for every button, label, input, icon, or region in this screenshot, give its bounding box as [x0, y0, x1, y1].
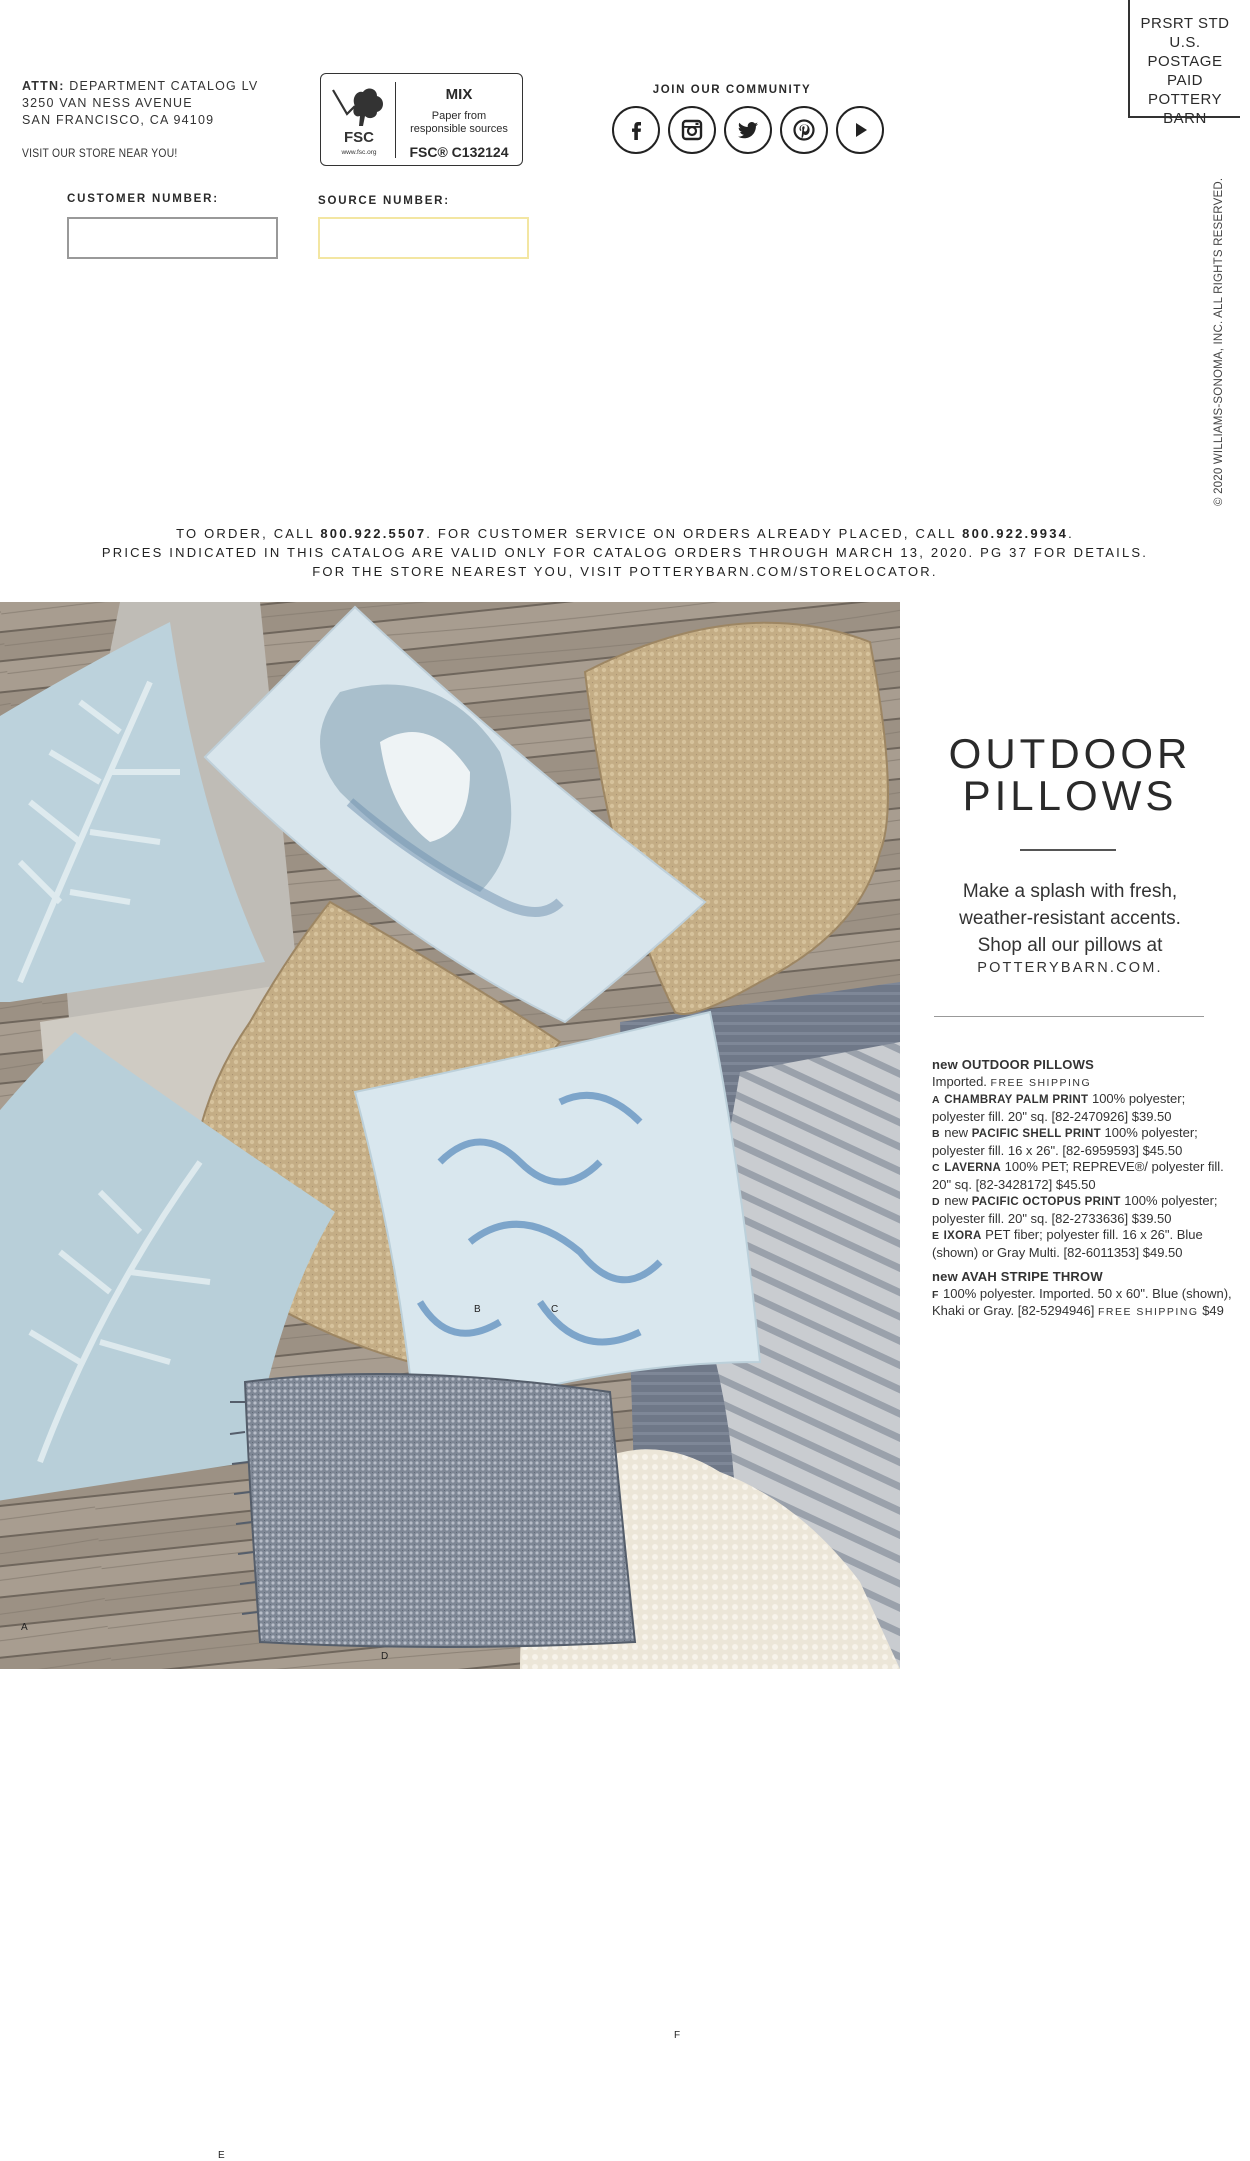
item-letter: B [932, 1128, 941, 1140]
divider [934, 1016, 1204, 1017]
fsc-line1: Paper from [431, 110, 487, 122]
description [915, 878, 1225, 959]
visit-store-text: VISIT OUR STORE NEAR YOU! [22, 146, 178, 160]
product-item [932, 1091, 1232, 1125]
product-item [932, 1286, 1232, 1321]
fsc-tree-logo-icon [329, 80, 389, 160]
item-desc: 100% PET; REPREVE®/ polyester fill. 20" sq. [82-3428172] $45.50 [932, 1159, 1224, 1192]
facebook-icon[interactable] [612, 106, 660, 154]
mailing-address [22, 78, 258, 129]
item-letter: C [932, 1162, 941, 1174]
source-number-label: SOURCE NUMBER: [318, 195, 450, 207]
source-number-field[interactable] [318, 217, 529, 259]
fsc-code-text: FSC® C132124 [409, 144, 509, 160]
pinterest-icon[interactable] [780, 106, 828, 154]
attn-label: ATTN: [22, 79, 65, 93]
fsc-brand-text: FSC [344, 129, 374, 146]
postage-line: POTTERY [1147, 91, 1223, 108]
postage-line: BARN [1163, 110, 1207, 127]
address-street: 3250 VAN NESS AVENUE [22, 96, 193, 110]
order-text: . [1068, 526, 1074, 541]
free-shipping-text: FREE SHIPPING [1097, 1306, 1199, 1318]
description-line: Make a splash with fresh, [962, 881, 1178, 902]
instagram-icon[interactable] [668, 106, 716, 154]
order-phone-number[interactable]: 800.922.5507 [320, 526, 427, 541]
product-group-title: new AVAH STRIPE THROW [932, 1269, 1103, 1284]
postage-indicia [1128, 0, 1240, 127]
product-photo [0, 602, 900, 2161]
item-price: $49 [1198, 1303, 1224, 1318]
item-letter: F [932, 1288, 940, 1301]
page-title [915, 730, 1225, 819]
divider [1020, 849, 1116, 851]
order-text: . FOR CUSTOMER SERVICE ON ORDERS ALREADY PLACED, CALL [426, 526, 963, 541]
item-name: PACIFIC OCTOPUS PRINT [971, 1196, 1121, 1208]
photo-label-f: F [674, 2030, 681, 2041]
product-item [932, 1227, 1232, 1261]
item-name: PACIFIC SHELL PRINT [971, 1128, 1101, 1140]
order-line-phone [0, 526, 1250, 541]
youtube-play-icon[interactable] [836, 106, 884, 154]
item-prefix: new [944, 1125, 972, 1140]
website-link[interactable]: POTTERYBARN.COM. [977, 960, 1163, 976]
item-prefix: new [944, 1193, 972, 1208]
copyright-text: © 2020 WILLIAMS-SONOMA, INC. ALL RIGHTS RESERVED. [1213, 177, 1225, 506]
fsc-site-text: www.fsc.org [341, 149, 377, 156]
product-item [932, 1125, 1232, 1159]
pillows-illustration [0, 602, 900, 1669]
order-line-storelocator: FOR THE STORE NEAREST YOU, VISIT POTTERYBARN.COM/STORELOCATOR. [312, 564, 938, 579]
description-line: Shop all our pillows at [977, 935, 1163, 956]
description-line: weather-resistant accents. [959, 908, 1181, 929]
customer-number-field[interactable] [67, 217, 278, 259]
item-desc: 100% polyester; polyester fill. 20" sq. [82-2470926] $39.50 [932, 1091, 1186, 1124]
twitter-icon[interactable] [724, 106, 772, 154]
product-item [932, 1193, 1232, 1227]
product-group-subtitle [932, 1074, 1232, 1092]
photo-label-d: D [381, 1651, 389, 1662]
customer-number-label: CUSTOMER NUMBER: [67, 193, 219, 205]
item-desc: 100% polyester; polyester fill. 16 x 26". [82-6959593] $45.50 [932, 1125, 1198, 1158]
order-line-prices: PRICES INDICATED IN THIS CATALOG ARE VALID ONLY FOR CATALOG ORDERS THROUGH MARCH 13, 2020. PG 37 FOR DETAILS. [101, 545, 1149, 560]
item-letter: D [932, 1196, 941, 1208]
social-icons [612, 106, 884, 154]
item-desc: 100% polyester. Imported. 50 x 60". Blue (shown), Khaki or Gray. [82-5294946] [932, 1285, 1232, 1318]
item-letter: A [932, 1094, 941, 1106]
fsc-certification-box [320, 73, 523, 166]
fsc-divider [395, 82, 396, 158]
imported-text: Imported. [932, 1073, 991, 1089]
fsc-paper-text [399, 110, 519, 136]
photo-label-b: B [474, 1304, 481, 1315]
item-letter: E [932, 1230, 941, 1242]
free-shipping-text: FREE SHIPPING [990, 1076, 1092, 1089]
product-item [932, 1159, 1232, 1193]
address-city: SAN FRANCISCO, CA 94109 [22, 113, 215, 127]
photo-label-e: E [218, 2150, 225, 2161]
attn-value: DEPARTMENT CATALOG LV [69, 79, 259, 93]
item-desc: PET fiber; polyester fill. 16 x 26". Blue (shown) or Gray Multi. [82-6011353] $49.50 [932, 1227, 1203, 1260]
title-line1: OUTDOOR [948, 730, 1192, 777]
title-line2: PILLOWS [962, 772, 1178, 819]
postage-line: PRSRT STD [1140, 15, 1230, 32]
photo-label-c: C [551, 1304, 559, 1315]
postage-line: U.S. POSTAGE [1147, 34, 1223, 70]
product-list [932, 1057, 1232, 1321]
item-name: LAVERNA [944, 1162, 1002, 1174]
service-phone-number[interactable]: 800.922.9934 [962, 526, 1069, 541]
item-name: CHAMBRAY PALM PRINT [944, 1094, 1089, 1106]
fsc-line2: responsible sources [410, 123, 508, 135]
item-name: IXORA [943, 1230, 982, 1242]
order-text: TO ORDER, CALL [176, 526, 321, 541]
product-group-title: new OUTDOOR PILLOWS [932, 1057, 1094, 1072]
photo-label-a: A [21, 1622, 28, 1633]
fsc-mix-text: MIX [445, 86, 473, 103]
community-title: JOIN OUR COMMUNITY [652, 84, 812, 96]
item-desc: 100% polyester; polyester fill. 20" sq. [82-2733636] $39.50 [932, 1193, 1218, 1226]
postage-line: PAID [1167, 72, 1203, 89]
